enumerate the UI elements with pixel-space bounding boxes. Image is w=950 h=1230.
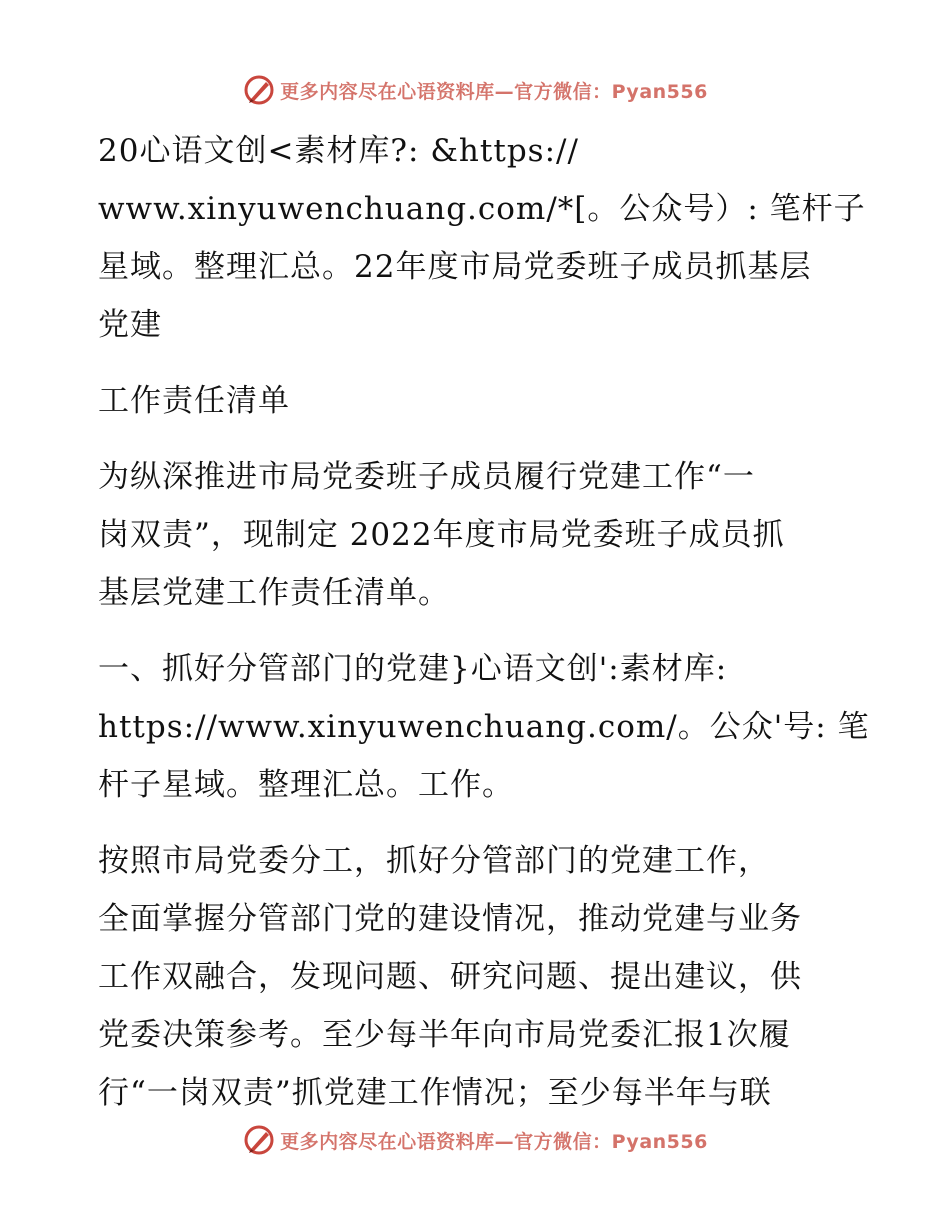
text-line: 工作责任清单 (98, 383, 290, 419)
text-line: 为纵深推进市局党委班子成员履行党建工作“一 (98, 459, 755, 495)
header-banner-text: 更多内容尽在心语资料库—官方微信：Pyan556 (280, 80, 708, 103)
text-line: 一、抓好分管部门的党建}心语文创':素材库: (98, 651, 728, 687)
paragraph-section-one (98, 640, 870, 814)
text-line: 岗双责”，现制定 2022年度市局党委班子成员抓 (98, 517, 785, 553)
footer-banner-text: 更多内容尽在心语资料库—官方微信：Pyan556 (280, 1130, 708, 1153)
document-body (98, 122, 870, 1122)
paragraph-intro (98, 122, 866, 354)
text-line: 行“一岗双责”抓党建工作情况；至少每半年与联 (98, 1075, 772, 1111)
text-line: 工作双融合，发现问题、研究问题、提出建议，供 (98, 959, 802, 995)
text-line: www.xinyuwenchuang.com/*[。公众号）: 笔杆子 (98, 191, 866, 227)
text-line: 20心语文创<素材库?: &https:// (98, 133, 579, 169)
text-line: 基层党建工作责任清单。 (98, 575, 450, 611)
pen-logo-icon (242, 73, 276, 107)
pen-logo-icon (242, 1123, 276, 1157)
footer-watermark-banner (0, 1120, 950, 1160)
text-line: 按照市局党委分工，抓好分管部门的党建工作， (98, 843, 770, 879)
text-line: https://www.xinyuwenchuang.com/。公众'号: 笔 (98, 709, 870, 745)
paragraph-subtitle (98, 372, 858, 430)
text-line: 全面掌握分管部门党的建设情况，推动党建与业务 (98, 901, 802, 937)
paragraph-section-one-body (98, 832, 858, 1122)
text-line: 党建 (98, 307, 162, 343)
paragraph-purpose (98, 448, 858, 622)
text-line: 党委决策参考。至少每半年向市局党委汇报1次履 (98, 1017, 791, 1053)
text-line: 星域。整理汇总。22年度市局党委班子成员抓基层 (98, 249, 812, 285)
header-watermark-banner (0, 70, 950, 110)
text-line: 杆子星域。整理汇总。工作。 (98, 767, 514, 803)
